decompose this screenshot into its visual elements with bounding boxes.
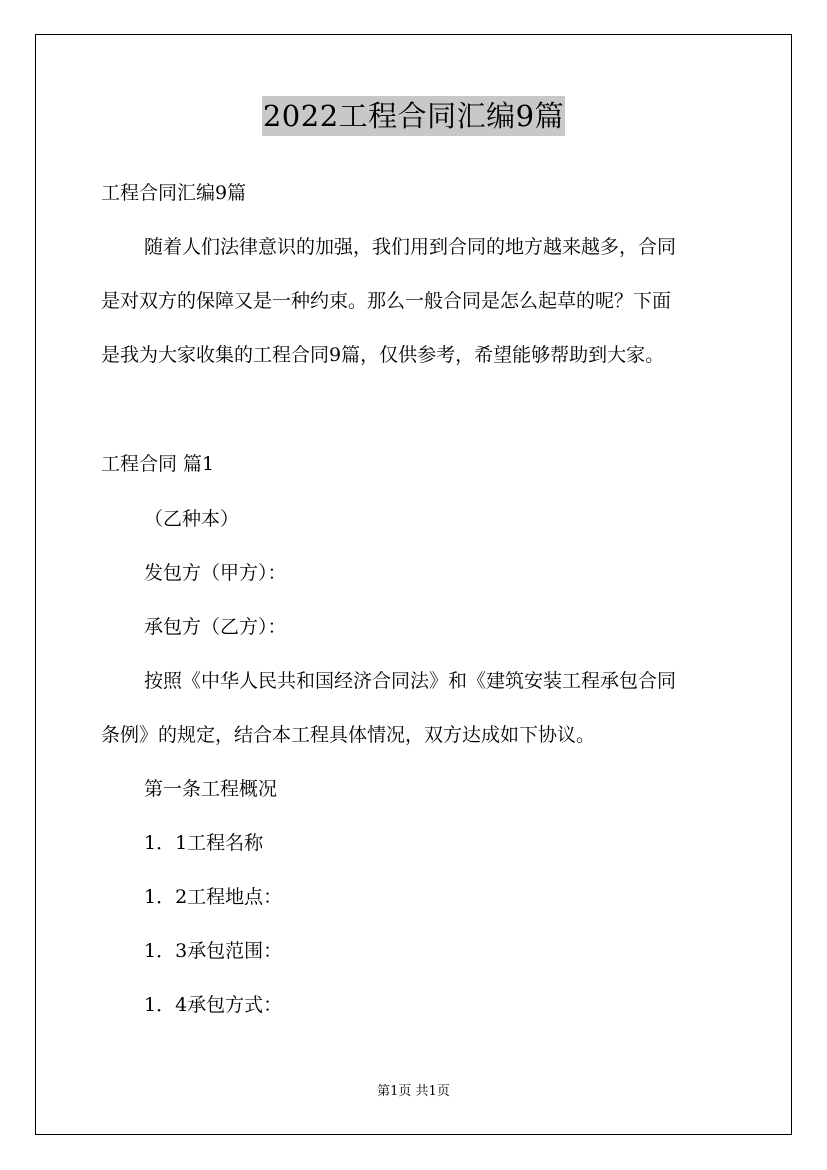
item-1-1: 1．1工程名称	[144, 832, 264, 854]
page-footer: 第1页 共1页	[377, 1084, 450, 1099]
document-title: 2022工程合同汇编9篇	[262, 96, 565, 136]
item-1-2: 1．2工程地点：	[144, 886, 283, 908]
intro-line-3: 是我为大家收集的工程合同9篇，仅供参考，希望能够帮助到大家。	[101, 344, 665, 366]
legal-basis-line-2: 条例》的规定，结合本工程具体情况，双方达成如下协议。	[101, 724, 596, 746]
document-subtitle: 工程合同汇编9篇	[101, 182, 247, 204]
item-1-4: 1．4承包方式：	[144, 994, 283, 1016]
title-container	[0, 96, 827, 136]
intro-line-1: 随着人们法律意识的加强，我们用到合同的地方越来越多，合同	[144, 236, 677, 258]
intro-line-2: 是对双方的保障又是一种约束。那么一般合同是怎么起草的呢？下面	[101, 290, 672, 312]
party-b-line: 承包方（乙方）：	[144, 616, 287, 638]
item-1-3: 1．3承包范围：	[144, 940, 283, 962]
party-a-line: 发包方（甲方）：	[144, 562, 287, 584]
legal-basis-line-1: 按照《中华人民共和国经济合同法》和《建筑安装工程承包合同	[144, 670, 677, 692]
article-one-heading: 第一条工程概况	[144, 778, 278, 800]
contract-version: （乙种本）	[144, 508, 240, 530]
section-heading: 工程合同 篇1	[101, 453, 215, 475]
